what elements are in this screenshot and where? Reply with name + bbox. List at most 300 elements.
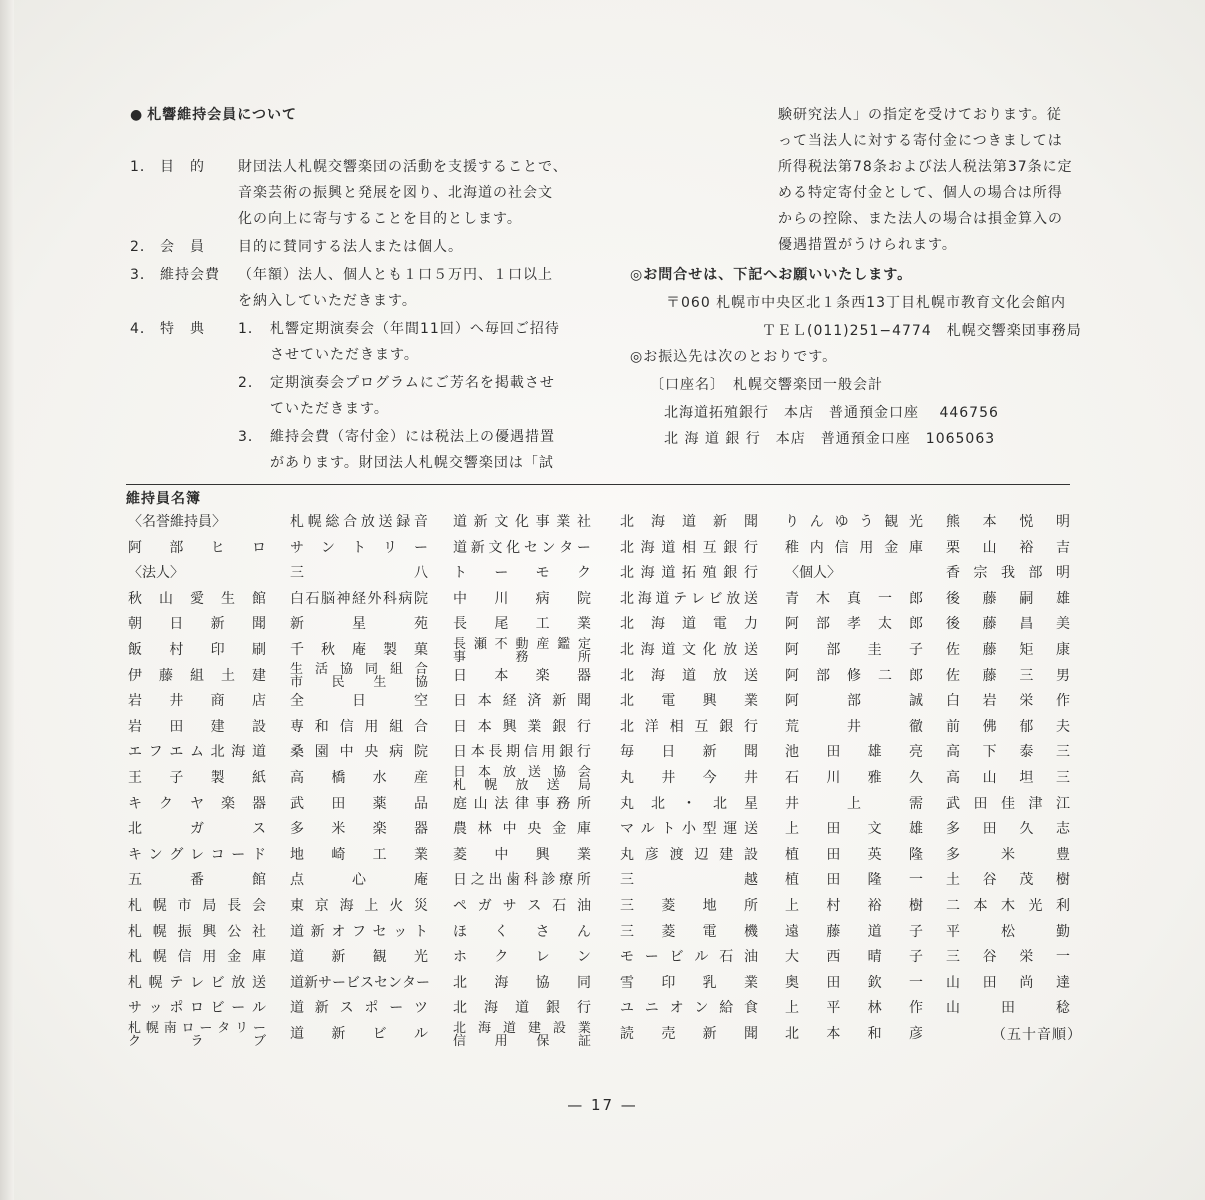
char: 紙 (251, 769, 266, 786)
char: ム (189, 744, 204, 761)
char: 放 (515, 777, 529, 793)
member-name (785, 996, 923, 1022)
char: 園 (314, 744, 329, 761)
member-name (785, 971, 923, 997)
char: 行 (576, 744, 591, 761)
char: 彦 (908, 1025, 923, 1042)
char: 井 (847, 718, 861, 735)
char: 井 (661, 769, 676, 786)
char: 北 (620, 514, 634, 530)
char: 同 (576, 974, 591, 991)
char: 観 (372, 949, 387, 966)
char: ユ (620, 1000, 634, 1017)
char: 三 (620, 872, 634, 889)
char: 組 (190, 667, 204, 684)
member-name: 〈法人〉 (128, 565, 184, 582)
char: 之 (470, 872, 485, 889)
char: 生 (290, 662, 304, 678)
char: 北 (620, 641, 634, 658)
member-name (290, 561, 428, 587)
char: 道 (290, 974, 304, 991)
char: リ (235, 1020, 249, 1036)
char: 北 (453, 1000, 467, 1017)
char: 丸 (620, 769, 634, 786)
char: 電 (661, 693, 676, 710)
char: 業 (527, 718, 542, 735)
contact-heading: ◎お問合せは、下記へお願いいたします。 (630, 267, 913, 283)
char: 文 (681, 641, 696, 658)
item-text: 財団法人札幌交響楽団の活動を支援することで、 (238, 159, 568, 175)
char: 部 (826, 641, 841, 658)
item-text: （年額）法人、個人とも１口５万円、１口以上 (238, 267, 553, 283)
char: 石 (785, 769, 799, 786)
char: 銀 (719, 718, 734, 735)
char: 保 (536, 1033, 550, 1049)
member-name (785, 587, 923, 613)
char: 部 (169, 539, 184, 556)
char: 振 (177, 923, 192, 940)
char: ん (576, 923, 591, 940)
char: 金 (227, 949, 242, 966)
char: 局 (577, 777, 591, 793)
char: 建 (252, 667, 266, 684)
char: 阿 (785, 667, 799, 684)
char: 谷 (982, 949, 997, 966)
char: 設 (552, 1020, 566, 1036)
char: 放 (726, 590, 741, 607)
char: 建 (210, 718, 225, 735)
char: 同 (364, 662, 378, 678)
char: 矩 (1019, 641, 1034, 658)
char: 務 (556, 795, 571, 812)
item-label (160, 262, 222, 288)
char: ポ (364, 1000, 379, 1017)
char: 互 (694, 718, 709, 735)
char: レ (189, 974, 204, 991)
char: 亮 (908, 744, 923, 761)
char: 札 (128, 1020, 142, 1036)
char: 用 (541, 744, 556, 761)
member-name (128, 715, 266, 741)
char: 高 (290, 769, 304, 786)
char: 北 (620, 616, 634, 633)
char: 晴 (867, 949, 882, 966)
char: 信 (453, 1033, 467, 1049)
char: 川 (826, 769, 841, 786)
char: 八 (414, 565, 428, 582)
char: 乳 (702, 974, 717, 991)
char: 丸 (620, 795, 634, 812)
char: 北 (620, 667, 634, 684)
char: 木 (816, 590, 830, 607)
member-name (128, 689, 266, 715)
char: ロ (189, 1000, 204, 1017)
char: 銀 (559, 744, 574, 761)
char: ン (541, 539, 556, 556)
member-name (290, 536, 428, 562)
char: レ (189, 846, 204, 863)
char: リ (383, 539, 397, 556)
char: 札 (128, 923, 142, 940)
char: 今 (702, 769, 717, 786)
char: 科 (383, 590, 397, 607)
char: 達 (1055, 974, 1070, 991)
char: 道 (453, 539, 467, 556)
member-name (453, 689, 591, 715)
char: 産 (413, 769, 428, 786)
char: 洋 (644, 718, 659, 735)
char: ル (694, 949, 709, 966)
char: ー (414, 539, 428, 556)
member-name (453, 612, 591, 638)
char: 聞 (743, 1025, 758, 1042)
char: 社 (251, 923, 266, 940)
char: 雄 (867, 744, 882, 761)
char: 日 (453, 764, 467, 780)
char: 夫 (1055, 718, 1070, 735)
char: 石 (305, 590, 320, 607)
char: 業 (556, 514, 571, 530)
char: 大 (785, 949, 799, 966)
char: 明 (1056, 565, 1070, 582)
char: 裕 (1019, 539, 1034, 556)
char: 札 (128, 949, 142, 966)
char: 道 (682, 514, 696, 530)
char: 送 (743, 590, 758, 607)
char: 給 (719, 1000, 734, 1017)
char: 吉 (1055, 539, 1070, 556)
char: 北 (620, 539, 634, 556)
item-label-text: 維持会費 (160, 267, 220, 283)
char: 道 (661, 565, 676, 582)
char: 売 (661, 1025, 676, 1042)
char: 新 (290, 616, 304, 633)
char: 坦 (1019, 769, 1034, 786)
char: 真 (847, 590, 861, 607)
char: ロ (251, 539, 266, 556)
member-name: 〈個人〉 (785, 565, 841, 582)
char: 日 (453, 693, 467, 710)
char: 明 (1055, 514, 1070, 530)
char: 幌 (152, 949, 167, 966)
char: 日 (661, 744, 676, 761)
char: 石 (719, 949, 734, 966)
char: 北 (620, 693, 634, 710)
char: 上 (364, 897, 379, 914)
member-name (290, 715, 428, 741)
member-name-line (453, 779, 591, 792)
char: コ (210, 846, 225, 863)
member-name (620, 664, 758, 690)
member-name (785, 510, 923, 536)
char: 幌 (148, 974, 163, 991)
char: 和 (314, 718, 329, 735)
char: 建 (719, 846, 734, 863)
char: 道 (655, 590, 670, 607)
member-name (620, 996, 758, 1022)
char: 土 (221, 667, 235, 684)
char: 藤 (982, 641, 997, 658)
member-name (128, 766, 266, 792)
char: 藤 (159, 667, 173, 684)
member-name (620, 561, 758, 587)
char: 化 (506, 539, 521, 556)
char: タ (217, 1020, 231, 1036)
member-name (128, 945, 266, 971)
member-name (620, 587, 758, 613)
char: 放 (231, 974, 246, 991)
char: 越 (744, 872, 758, 889)
char: 館 (252, 590, 266, 607)
char: ル (251, 1000, 266, 1017)
member-name (453, 561, 591, 587)
member-name (453, 945, 591, 971)
char: 公 (227, 923, 242, 940)
char: セ (374, 974, 388, 991)
char: 子 (908, 923, 923, 940)
char: ツ (413, 1000, 428, 1017)
char: 療 (559, 872, 574, 889)
char: ポ (169, 1000, 184, 1017)
char: 放 (502, 764, 516, 780)
directory-column (946, 510, 1070, 1047)
char: 組 (389, 662, 403, 678)
char: 放 (713, 667, 727, 684)
char: 録 (396, 514, 411, 530)
char: 工 (535, 616, 550, 633)
char: 日 (453, 718, 467, 735)
char: 機 (743, 923, 758, 940)
char: 中 (453, 590, 467, 607)
char: 印 (210, 641, 225, 658)
member-name (946, 894, 1070, 920)
char: 部 (816, 667, 830, 684)
char: ビ (708, 590, 723, 607)
char: ト (453, 565, 467, 582)
char: ス (360, 974, 374, 991)
item-number: 3． (130, 267, 155, 283)
char: 武 (946, 795, 960, 812)
char: 殖 (702, 565, 717, 582)
char: 道 (290, 923, 304, 940)
char: 栗 (946, 539, 960, 556)
char: ー (332, 974, 346, 991)
bank-account-1: 北海道拓殖銀行 本店 普通預金口座 446756 (664, 405, 999, 421)
char: 南 (163, 1020, 177, 1036)
char: 菱 (661, 897, 676, 914)
char: 災 (413, 897, 428, 914)
char: 裕 (867, 897, 882, 914)
char: 済 (527, 693, 542, 710)
char: 池 (785, 744, 799, 761)
char: 務 (515, 649, 529, 665)
char: ラ (190, 1033, 204, 1049)
char: マ (620, 821, 634, 838)
char: モ (535, 565, 550, 582)
char: 庵 (352, 641, 366, 658)
char: 互 (702, 539, 717, 556)
member-name (290, 689, 428, 715)
char: 千 (290, 641, 304, 658)
char: 武 (290, 795, 304, 812)
member-name (290, 971, 428, 997)
char: 美 (1055, 616, 1070, 633)
char: く (494, 923, 509, 940)
char: 樹 (908, 897, 923, 914)
char: 送 (378, 514, 393, 530)
char: 長 (453, 616, 467, 633)
item-text: 音楽芸術の振興と発展を図り、北海道の社会文 (238, 185, 553, 201)
benefit-number: 1． (238, 321, 263, 337)
member-name (946, 638, 1070, 664)
member-name (620, 766, 758, 792)
member-name-line (128, 1035, 266, 1048)
char: ン (694, 1000, 709, 1017)
char: 田 (982, 974, 997, 991)
char: 田 (169, 718, 184, 735)
char: 部 (847, 693, 861, 710)
item-label-text: 目 的 (160, 159, 205, 175)
char: 崎 (331, 846, 346, 863)
char: 組 (389, 718, 404, 735)
char: 製 (383, 641, 397, 658)
char: 業 (576, 616, 591, 633)
char: ビ (210, 1000, 225, 1017)
char: 相 (669, 718, 684, 735)
char: 白 (946, 693, 960, 710)
char: 稔 (1056, 1000, 1070, 1017)
char: 三 (620, 923, 634, 940)
char: 栄 (1019, 693, 1034, 710)
member-name-line (128, 1022, 266, 1035)
item-number: 4． (130, 321, 155, 337)
continued-text: からの控除、また法人の場合は損金算入の (778, 211, 1063, 227)
char: 郎 (909, 616, 923, 633)
char: 田 (826, 744, 841, 761)
member-name (128, 920, 266, 946)
char: 山 (473, 795, 488, 812)
member-name (785, 920, 923, 946)
char: 圭 (867, 641, 882, 658)
char: 雪 (620, 974, 634, 991)
item-number: 1． (130, 159, 155, 175)
member-name-line (453, 766, 591, 779)
member-name (128, 894, 266, 920)
char: 油 (576, 897, 591, 914)
char: ン (148, 846, 163, 863)
member-name (128, 664, 266, 690)
char: 院 (576, 590, 591, 607)
char: 勤 (1056, 923, 1070, 940)
char: 田 (826, 846, 841, 863)
char: ー (576, 539, 591, 556)
char: 商 (210, 693, 225, 710)
member-name (785, 740, 923, 766)
benefit-text: 定期演奏会プログラムにご芳名を掲載させ (270, 375, 555, 391)
member-name (453, 766, 591, 792)
member-name (453, 638, 591, 664)
char: 神 (336, 590, 351, 607)
member-name (128, 1022, 266, 1048)
char: 送 (743, 641, 758, 658)
char: 木 (1001, 897, 1015, 914)
member-name (453, 715, 591, 741)
char: 本 (477, 718, 492, 735)
char: 平 (826, 1000, 841, 1017)
char: 佐 (946, 667, 960, 684)
char: 部 (1028, 565, 1043, 582)
member-name (453, 664, 591, 690)
char: 刷 (251, 641, 266, 658)
char: 産 (536, 636, 550, 652)
member-name (290, 510, 428, 536)
char: 岩 (128, 718, 142, 735)
char: 日 (453, 744, 467, 761)
char: 作 (1055, 693, 1070, 710)
char: ブ (252, 1033, 266, 1049)
char: 食 (743, 1000, 758, 1017)
char: 谷 (982, 872, 997, 889)
char: 北 (128, 821, 142, 838)
char: 丸 (620, 846, 634, 863)
char: 昌 (1019, 616, 1034, 633)
char: 道 (682, 616, 696, 633)
item-label (160, 234, 222, 260)
char: 生 (373, 675, 387, 691)
char: ン (576, 949, 591, 966)
char: 橋 (331, 769, 346, 786)
item-text: 化の向上に寄与することを目的とします。 (238, 211, 522, 227)
char: 日 (453, 667, 467, 684)
account-name: 〔口座名〕 札幌交響楽団一般会計 (650, 377, 883, 393)
member-name (453, 536, 591, 562)
char: 山 (946, 1000, 960, 1017)
char: 用 (859, 539, 874, 556)
member-name (946, 536, 1070, 562)
char: 水 (372, 769, 387, 786)
member-name (946, 561, 1070, 587)
char: 法 (494, 795, 509, 812)
char: 業 (576, 846, 591, 863)
char: 生 (221, 590, 235, 607)
benefit-text: があります。財団法人札幌交響楽団は「試 (270, 455, 554, 471)
member-name (785, 766, 923, 792)
char: 上 (785, 821, 799, 838)
char: 朝 (128, 616, 142, 633)
char: 海 (651, 616, 665, 633)
char: 飯 (128, 641, 142, 658)
char: 事 (453, 649, 467, 665)
char: 植 (785, 872, 799, 889)
member-name (128, 587, 266, 613)
char: 総 (325, 514, 340, 530)
char: 後 (946, 616, 960, 633)
directory-column (785, 510, 923, 1047)
char: 北 (713, 795, 727, 812)
char: 東 (290, 897, 304, 914)
char: 愛 (190, 590, 204, 607)
member-name (620, 971, 758, 997)
char: 田 (982, 821, 997, 838)
char: 道 (290, 949, 304, 966)
member-name (290, 1022, 428, 1048)
member-name-line (453, 651, 591, 664)
char: 脳 (321, 590, 335, 607)
item-number: 2． (130, 239, 155, 255)
char: 北 (620, 565, 634, 582)
char: 音 (413, 514, 428, 530)
member-name (620, 689, 758, 715)
